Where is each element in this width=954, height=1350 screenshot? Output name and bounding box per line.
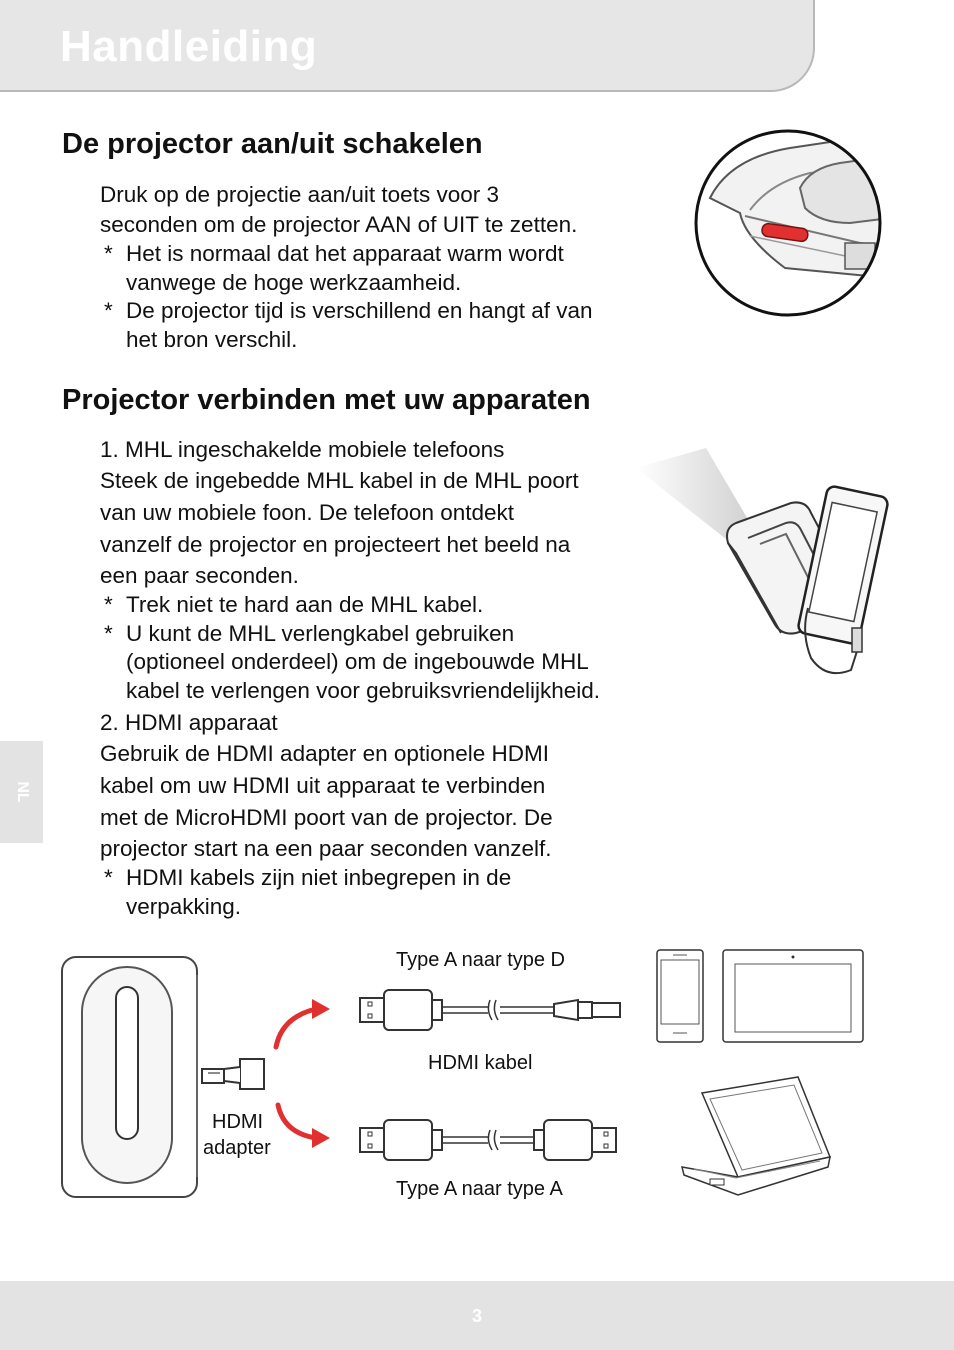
connection-arrows (268, 995, 338, 1155)
note-line: De projector tijd is verschillend en hangt af van (126, 298, 593, 323)
note-line: HDMI kabels zijn niet inbegrepen in de (126, 865, 512, 890)
adapter-label: HDMI (212, 1111, 264, 1133)
arrow-up-icon (276, 1009, 316, 1047)
hdmi-cable-a-to-d (358, 988, 628, 1032)
note-line: kabel te verlengen voor gebruiksvriendelijkheid. (126, 678, 601, 703)
section-heading-power: De projector aan/uit schakelen (62, 128, 483, 160)
hdmi-cable-label: HDMI kabel (428, 1052, 533, 1074)
power-text-line: seconden om de projector AAN of UIT te zetten. (100, 212, 578, 237)
mhl-text-line: een paar seconden. (100, 563, 299, 588)
bullet-star: * (104, 865, 113, 890)
mhl-phone-projector-illustration (636, 448, 890, 684)
mhl-text-line: Steek de ingebedde MHL kabel in de MHL poort (100, 468, 579, 493)
power-text-line: Druk op de projectie aan/uit toets voor 3 (100, 182, 499, 207)
hdmi-cable-a-to-a (358, 1118, 628, 1162)
note-line: U kunt de MHL verlengkabel gebruiken (126, 621, 515, 646)
page-number: 3 (471, 1306, 482, 1326)
hdmi-title: 2. HDMI apparaat (100, 710, 278, 735)
bullet-star: * (104, 592, 113, 617)
note-line: Trek niet te hard aan de MHL kabel. (126, 592, 484, 617)
bullet-star: * (104, 241, 113, 266)
hdmi-text-line: projector start na een paar seconden vanzelf. (100, 836, 552, 861)
hdmi-text-line: kabel om uw HDMI uit apparaat te verbinden (100, 773, 546, 798)
cable-ad-label: Type A naar type D (396, 949, 565, 971)
arrow-down-icon (278, 1105, 316, 1138)
language-tab (0, 741, 43, 843)
bullet-star: * (104, 621, 113, 646)
mhl-text-line: vanzelf de projector en projecteert het beeld na (100, 532, 571, 557)
projector-front-illustration (60, 955, 200, 1200)
adapter-label: adapter (203, 1137, 271, 1159)
language-tab-label: NL (13, 781, 31, 803)
note-line: Het is normaal dat het apparaat warm wordt (126, 241, 564, 266)
mhl-title: 1. MHL ingeschakelde mobiele telefoons (100, 437, 505, 462)
mhl-text-line: van uw mobiele foon. De telefoon ontdekt (100, 500, 515, 525)
cable-aa-label: Type A naar type A (396, 1178, 563, 1200)
note-line: het bron verschil. (126, 327, 298, 352)
note-line: (optioneel onderdeel) om de ingebouwde MHL (126, 649, 589, 674)
phone-tablet-illustration (655, 948, 867, 1044)
bullet-star: * (104, 298, 113, 323)
power-button-illustration (690, 128, 890, 320)
section-heading-connect: Projector verbinden met uw apparaten (62, 384, 591, 416)
page-title: Handleiding (60, 22, 318, 71)
note-line: vanwege de hoge werkzaamheid. (126, 270, 462, 295)
hdmi-adapter-icon (198, 1055, 268, 1095)
note-line: verpakking. (126, 894, 242, 919)
hdmi-text-line: Gebruik de HDMI adapter en optionele HDMI (100, 741, 549, 766)
laptop-illustration (680, 1075, 836, 1199)
hdmi-text-line: met de MicroHDMI poort van de projector. De (100, 805, 553, 830)
